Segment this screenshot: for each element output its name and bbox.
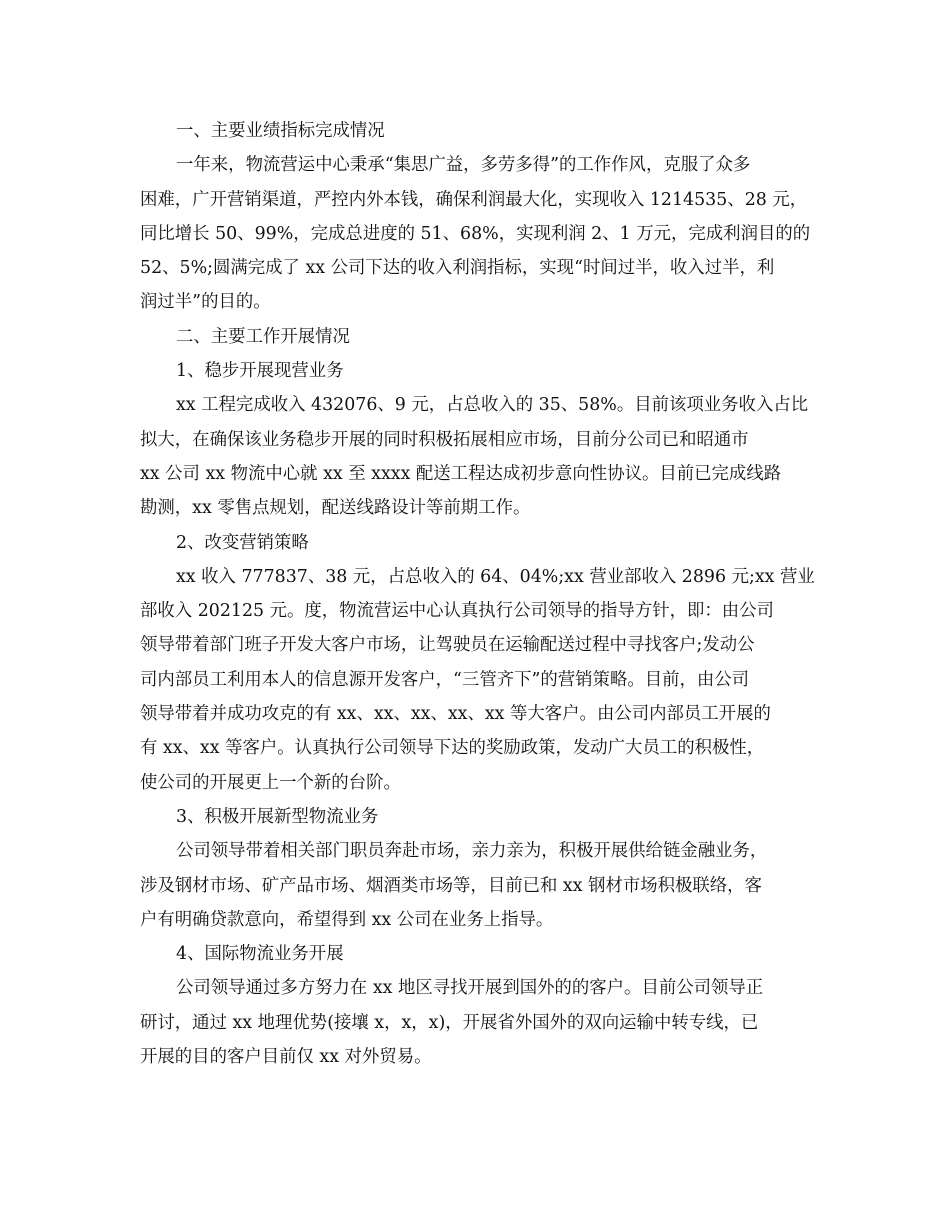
paragraph-line: xx 收入 777837、38 元，占总收入的 64、04%;xx 营业部收入 2896 元;xx 营业 bbox=[176, 566, 815, 587]
paragraph-line: 司内部员工利用本人的信息源开发客户，“三管齐下”的营销策略。目前，由公司 bbox=[140, 669, 750, 690]
paragraph-line: 领导带着部门班子开发大客户市场，让驾驶员在运输配送过程中寻找客户;发动公 bbox=[140, 635, 755, 656]
document-body bbox=[140, 114, 820, 1074]
paragraph-line: 同比增长 50、99%，完成总进度的 51、68%，实现利润 2、1 万元，完成利润目的的 bbox=[140, 223, 811, 244]
section-heading-work: 二、主要工作开展情况 bbox=[176, 326, 350, 347]
subsection-heading-4: 4、国际物流业务开展 bbox=[176, 944, 344, 965]
paragraph-line: 户有明确贷款意向，希望得到 xx 公司在业务上指导。 bbox=[140, 909, 554, 930]
paragraph-line: 勘测，xx 零售点规划，配送线路设计等前期工作。 bbox=[140, 498, 531, 519]
paragraph-line: 有 xx、xx 等客户。认真执行公司领导下达的奖励政策，发动广大员工的积极性， bbox=[140, 738, 765, 759]
paragraph-line: 公司领导通过多方努力在 xx 地区寻找开展到国外的的客户。目前公司领导正 bbox=[176, 978, 764, 999]
paragraph-line: 使公司的开展更上一个新的台阶。 bbox=[140, 772, 401, 793]
paragraph-line: 拟大，在确保该业务稳步开展的同时积极拓展相应市场，目前分公司已和昭通市 bbox=[140, 429, 749, 450]
paragraph-line: 一年来，物流营运中心秉承“集思广益，多劳多得”的工作作风，克服了众多 bbox=[176, 155, 751, 176]
subsection-heading-3: 3、积极开展新型物流业务 bbox=[176, 806, 379, 827]
paragraph-line: 开展的目的客户目前仅 xx 对外贸易。 bbox=[140, 1047, 432, 1068]
paragraph-line: 领导带着并成功攻克的有 xx、xx、xx、xx、xx 等大客户。由公司内部员工开展的 bbox=[140, 704, 771, 725]
paragraph-line: xx 工程完成收入 432076、9 元，占总收入的 35、58%。目前该项业务收入占比 bbox=[176, 395, 809, 416]
section-heading-performance: 一、主要业绩指标完成情况 bbox=[176, 121, 385, 141]
paragraph-line: 涉及钢材市场、矿产品市场、烟酒类市场等，目前已和 xx 钢材市场积极联络，客 bbox=[140, 875, 762, 896]
paragraph-line: 52、5%;圆满完成了 xx 公司下达的收入利润指标，实现“时间过半，收入过半，利 bbox=[140, 258, 775, 279]
subsection-heading-2: 2、改变营销策略 bbox=[176, 532, 309, 553]
paragraph-line: 研讨，通过 xx 地理优势(接壤 x，x，x)，开展省外国外的双向运输中转专线，已 bbox=[140, 1012, 759, 1033]
subsection-heading-1: 1、稳步开展现营业务 bbox=[176, 361, 344, 382]
paragraph-line: 公司领导带着相关部门职员奔赴市场，亲力亲为，积极开展供给链金融业务， bbox=[176, 841, 768, 862]
paragraph-line: 润过半”的目的。 bbox=[140, 292, 271, 313]
paragraph-line: xx 公司 xx 物流中心就 xx 至 xxxx 配送工程达成初步意向性协议。目前已完成线路 bbox=[140, 463, 782, 484]
paragraph-line: 部收入 202125 元。度，物流营运中心认真执行公司领导的指导方针，即：由公司 bbox=[140, 601, 774, 622]
paragraph-line: 困难，广开营销渠道，严控内外本钱，确保利润最大化，实现收入 1214535、28 元， bbox=[140, 189, 808, 210]
